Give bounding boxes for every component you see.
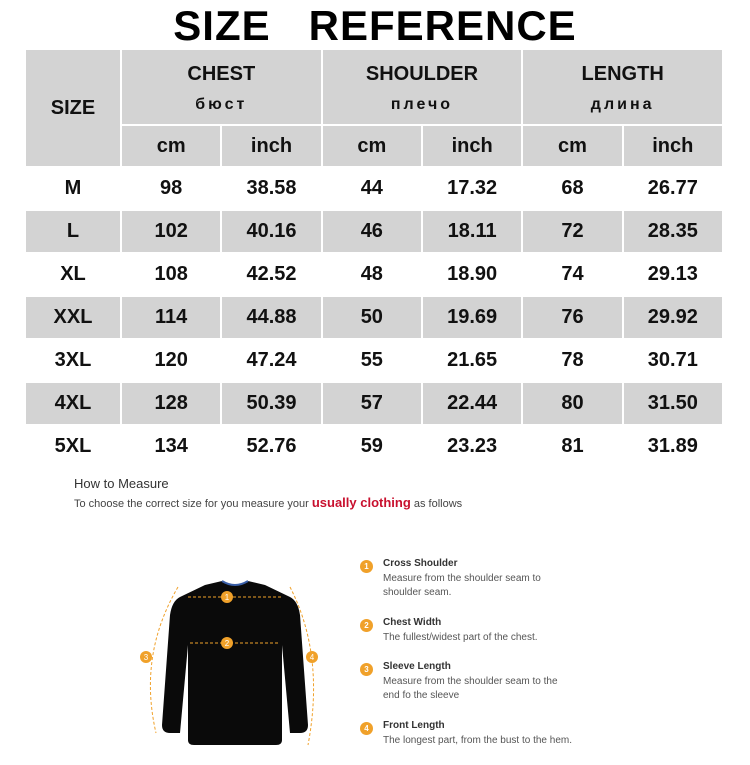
step-title: Front Length: [383, 720, 445, 731]
group-label-ru: плечо: [390, 95, 454, 113]
table-row: [26, 254, 722, 295]
table-row: [26, 383, 722, 424]
size-table: [24, 48, 724, 469]
unit-header: inch: [624, 126, 722, 166]
group-label-en: CHEST: [187, 62, 256, 85]
table-row: [26, 426, 722, 467]
size-cell: M: [26, 168, 120, 209]
value-cell: 40.16: [222, 211, 320, 252]
value-cell: 50.39: [222, 383, 320, 424]
value-cell: 18.90: [423, 254, 521, 295]
value-cell: 48: [323, 254, 421, 295]
table-row: [26, 168, 722, 209]
value-cell: 23.23: [423, 426, 521, 467]
step-title: Cross Shoulder: [383, 558, 458, 569]
value-cell: 29.13: [624, 254, 722, 295]
value-cell: 18.11: [423, 211, 521, 252]
value-cell: 46: [323, 211, 421, 252]
group-label-en: LENGTH: [581, 62, 664, 85]
value-cell: 22.44: [423, 383, 521, 424]
value-cell: 44: [323, 168, 421, 209]
how-to-measure-instructions: [74, 495, 462, 510]
value-cell: 31.50: [624, 383, 722, 424]
value-cell: 120: [122, 340, 220, 381]
size-cell: 5XL: [26, 426, 120, 467]
table-row: [26, 297, 722, 338]
value-cell: 44.88: [222, 297, 320, 338]
value-cell: 108: [122, 254, 220, 295]
value-cell: 80: [523, 383, 621, 424]
group-label-en: SHOULDER: [365, 62, 479, 85]
value-cell: 26.77: [624, 168, 722, 209]
page-title: SIZE REFERENCE: [173, 2, 577, 49]
value-cell: 38.58: [222, 168, 320, 209]
value-cell: 30.71: [624, 340, 722, 381]
size-cell: L: [26, 211, 120, 252]
size-cell: XXL: [26, 297, 120, 338]
step-number-badge: 4: [360, 722, 373, 735]
value-cell: 50: [323, 297, 421, 338]
value-cell: 74: [523, 254, 621, 295]
step-number-badge: 3: [360, 663, 373, 676]
value-cell: 17.32: [423, 168, 521, 209]
value-cell: 134: [122, 426, 220, 467]
value-cell: 128: [122, 383, 220, 424]
unit-header: cm: [122, 126, 220, 166]
value-cell: 47.24: [222, 340, 320, 381]
value-cell: 42.52: [222, 254, 320, 295]
value-cell: 68: [523, 168, 621, 209]
table-row: [26, 340, 722, 381]
length-group-header: [523, 50, 722, 124]
unit-header: cm: [323, 126, 421, 166]
how-to-measure-title: How to Measure: [74, 476, 169, 491]
shoulder-group-header: [323, 50, 522, 124]
value-cell: 102: [122, 211, 220, 252]
value-cell: 98: [122, 168, 220, 209]
value-cell: 28.35: [624, 211, 722, 252]
size-cell: 4XL: [26, 383, 120, 424]
value-cell: 114: [122, 297, 220, 338]
instructions-text-end: as follows: [410, 498, 463, 510]
table-row: [26, 211, 722, 252]
instructions-highlight: usually clothing: [311, 495, 411, 510]
value-cell: 52.76: [222, 426, 320, 467]
value-cell: 57: [323, 383, 421, 424]
svg-text:4: 4: [309, 653, 315, 662]
svg-text:1: 1: [224, 593, 230, 602]
unit-header: inch: [222, 126, 320, 166]
group-label-ru: длина: [590, 95, 655, 113]
value-cell: 55: [323, 340, 421, 381]
value-cell: 59: [323, 426, 421, 467]
value-cell: 72: [523, 211, 621, 252]
step-description: The longest part, from the bust to the hem.: [383, 735, 572, 746]
group-label-ru: бюст: [195, 95, 248, 113]
instructions-text: To choose the correct size for you measure your: [74, 498, 312, 510]
svg-text:2: 2: [224, 639, 230, 648]
value-cell: 21.65: [423, 340, 521, 381]
value-cell: 78: [523, 340, 621, 381]
step-number-badge: 2: [360, 619, 373, 632]
step-title: Chest Width: [383, 617, 442, 628]
size-cell: XL: [26, 254, 120, 295]
svg-text:3: 3: [143, 653, 149, 662]
step-title: Sleeve Length: [383, 661, 451, 672]
step-number-badge: 1: [360, 560, 373, 573]
unit-header: cm: [523, 126, 621, 166]
value-cell: 76: [523, 297, 621, 338]
value-cell: 81: [523, 426, 621, 467]
sweater-silhouette: [162, 581, 308, 745]
step-description: Measure from the shoulder seam to shoulder seam.: [383, 573, 541, 598]
value-cell: 19.69: [423, 297, 521, 338]
value-cell: 29.92: [624, 297, 722, 338]
unit-header: inch: [423, 126, 521, 166]
value-cell: 31.89: [624, 426, 722, 467]
size-cell: 3XL: [26, 340, 120, 381]
sweater-measure-diagram: [130, 575, 340, 750]
chest-group-header: [122, 50, 321, 124]
step-description: The fullest/widest part of the chest.: [383, 632, 538, 643]
size-column-header: SIZE: [26, 50, 120, 166]
step-description: Measure from the shoulder seam to the end fo the sleeve: [383, 676, 558, 701]
